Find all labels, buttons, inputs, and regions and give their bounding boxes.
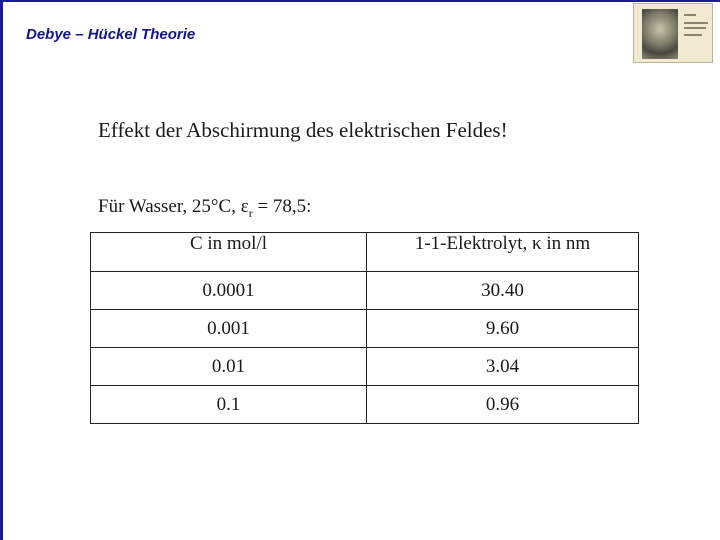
table-row — [91, 310, 639, 348]
condition-suffix: = 78,5: — [252, 196, 312, 217]
concentration-cell: 0.01 — [91, 348, 367, 386]
concentration-cell: 0.1 — [91, 386, 367, 424]
kappa-cell: 0.96 — [367, 386, 639, 424]
kappa-cell: 30.40 — [367, 272, 639, 310]
cover-text-line — [684, 22, 708, 24]
cover-text-line — [684, 34, 702, 36]
slide-heading: Effekt der Abschirmung des elektrischen Feldes! — [98, 118, 508, 142]
condition-line — [98, 196, 311, 221]
cover-text-line — [684, 14, 696, 16]
header-kappa: 1-1-Elektrolyt, κ in nm — [367, 233, 639, 272]
kappa-cell: 9.60 — [367, 310, 639, 348]
cover-illustration — [642, 9, 678, 59]
concentration-cell: 0.0001 — [91, 272, 367, 310]
table-header-row — [91, 233, 639, 272]
debye-length-table — [90, 232, 639, 424]
table-row — [91, 386, 639, 424]
header-concentration: C in mol/l — [91, 233, 367, 272]
table-row — [91, 272, 639, 310]
concentration-cell: 0.001 — [91, 310, 367, 348]
kappa-cell: 3.04 — [367, 348, 639, 386]
epsilon-subscript: r — [248, 205, 253, 220]
slide-title: Debye – Hückel Theorie — [26, 26, 196, 43]
book-cover-thumbnail — [633, 3, 713, 63]
table-row — [91, 348, 639, 386]
condition-prefix: Für Wasser, 25°C, ε — [98, 196, 249, 217]
cover-text-line — [684, 27, 706, 29]
